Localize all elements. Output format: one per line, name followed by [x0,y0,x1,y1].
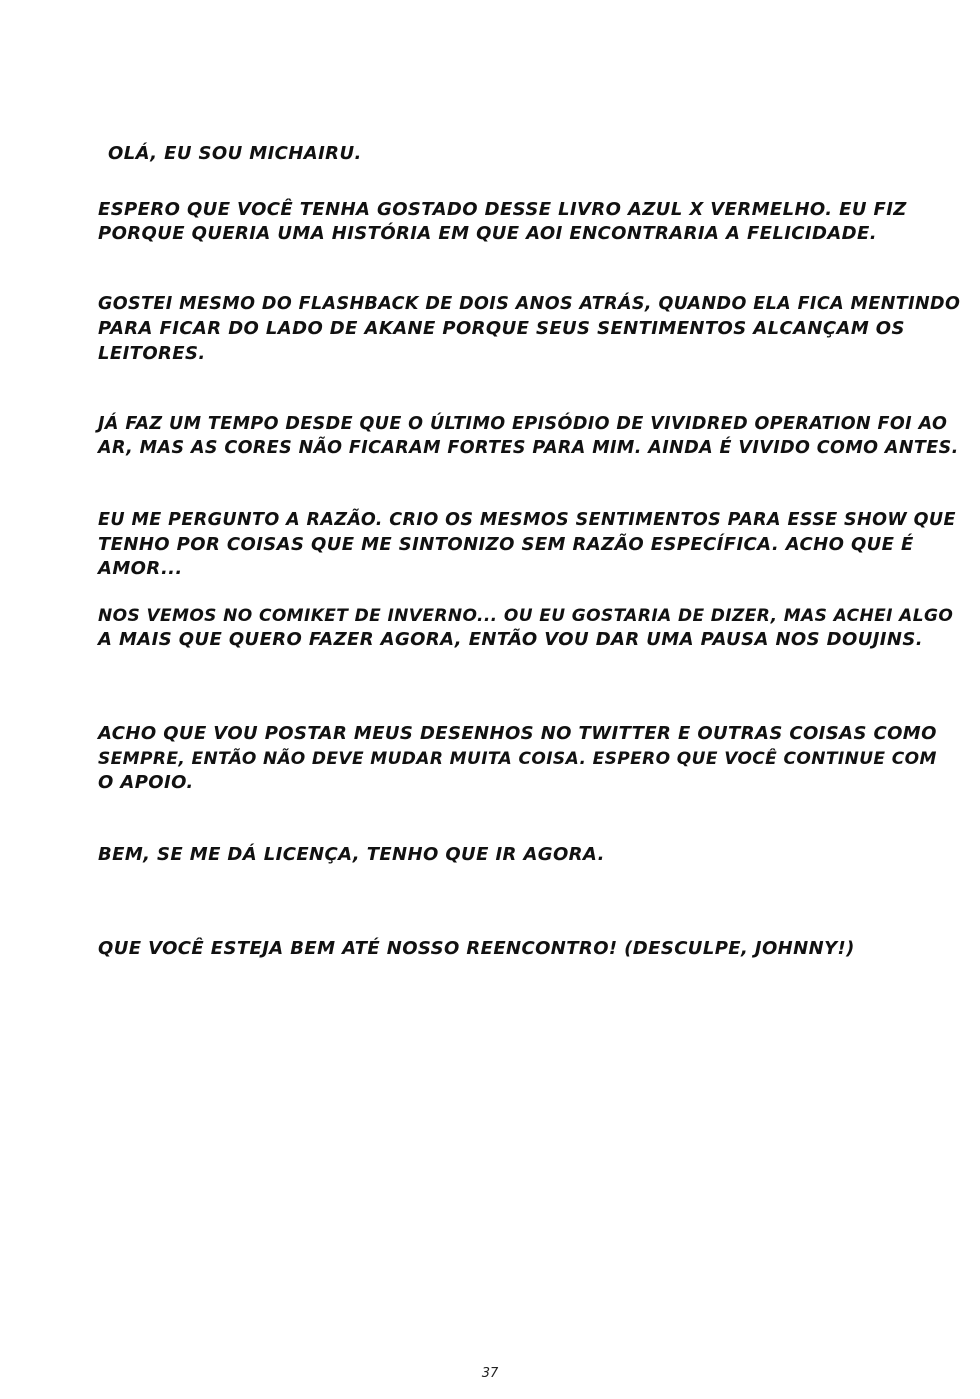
paragraph-line: AMOR... [98,558,183,579]
paragraph-line: ACHO QUE VOU POSTAR MEUS DESENHOS NO TWITTER E OUTRAS COISAS COMO [98,723,937,744]
paragraph-line: GOSTEI MESMO DO FLASHBACK DE DOIS ANOS ATRÁS, QUANDO ELA FICA MENTINDO [98,294,961,314]
paragraph-line: JÁ FAZ UM TEMPO DESDE QUE O ÚLTIMO EPISÓDIO DE VIVIDRED OPERATION FOI AO [98,414,948,434]
paragraph-line: BEM, SE ME DÁ LICENÇA, TENHO QUE IR AGORA. [98,844,605,865]
paragraph-line: AR, MAS AS CORES NÃO FICARAM FORTES PARA MIM. AINDA É VIVIDO COMO ANTES. [98,438,959,458]
page-number: 37 [481,1366,499,1381]
paragraph-line: ESPERO QUE VOCÊ TENHA GOSTADO DESSE LIVRO AZUL X VERMELHO. EU FIZ [98,199,907,220]
paragraph-line: NOS VEMOS NO COMIKET DE INVERNO... OU EU GOSTARIA DE DIZER, MAS ACHEI ALGO [98,606,954,626]
paragraph-line: PARA FICAR DO LADO DE AKANE PORQUE SEUS SENTIMENTOS ALCANÇAM OS [98,318,905,339]
paragraph-line: TENHO POR COISAS QUE ME SINTONIZO SEM RAZÃO ESPECÍFICA. ACHO QUE É [98,534,914,555]
greeting-line: OLÁ, EU SOU MICHAIRU. [108,143,362,164]
paragraph-line: EU ME PERGUNTO A RAZÃO. CRIO OS MESMOS SENTIMENTOS PARA ESSE SHOW QUE [98,510,956,530]
paragraph-line: O APOIO. [98,772,194,793]
paragraph-line: A MAIS QUE QUERO FAZER AGORA, ENTÃO VOU DAR UMA PAUSA NOS DOUJINS. [98,629,923,650]
paragraph-line: PORQUE QUERIA UMA HISTÓRIA EM QUE AOI ENCONTRARIA A FELICIDADE. [98,223,877,244]
paragraph-line: LEITORES. [98,343,206,364]
paragraph-line: SEMPRE, ENTÃO NÃO DEVE MUDAR MUITA COISA. ESPERO QUE VOCÊ CONTINUE COM [98,749,937,769]
closing-line: QUE VOCÊ ESTEJA BEM ATÉ NOSSO REENCONTRO! (DESCULPE, JOHNNY!) [98,938,855,959]
